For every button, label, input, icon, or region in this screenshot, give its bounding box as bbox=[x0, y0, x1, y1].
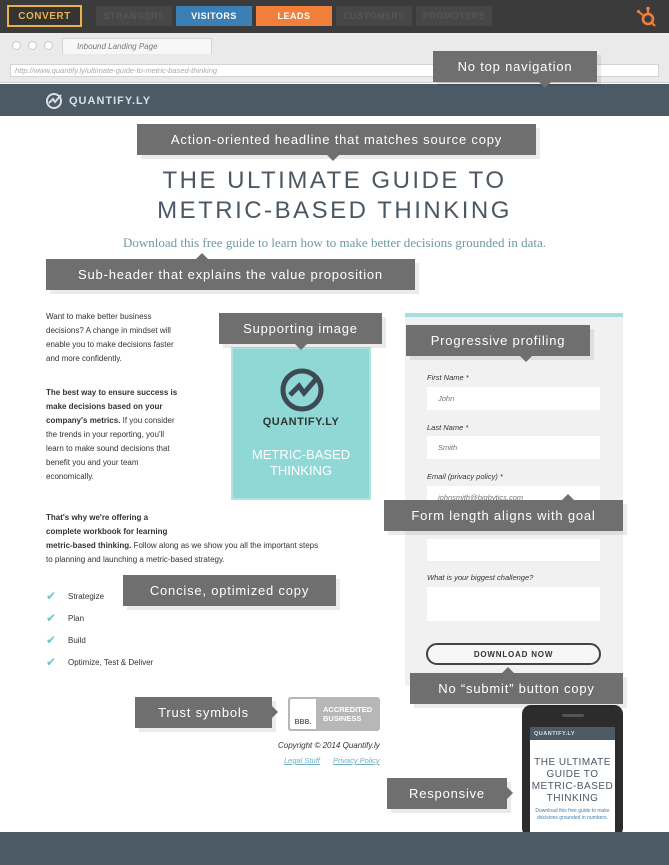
phone-subheadline: Download this free guide to make decisions grounded in numbers. bbox=[535, 808, 610, 821]
funnel-bar bbox=[0, 0, 669, 33]
product-cover-image bbox=[231, 347, 371, 500]
checkmark-icon: ✔ bbox=[46, 611, 57, 625]
annotation-headline: Action-oriented headline that matches source copy bbox=[137, 124, 536, 155]
convert-stage-button[interactable]: CONVERT bbox=[7, 5, 82, 27]
list-item: ✔ Optimize, Test & Deliver bbox=[46, 655, 154, 669]
privacy-policy-link[interactable]: Privacy Policy bbox=[333, 756, 380, 765]
window-maximize-dot[interactable] bbox=[44, 41, 53, 50]
funnel-stage-leads[interactable]: LEADS bbox=[256, 6, 332, 26]
bbb-accredited-badge bbox=[288, 697, 380, 731]
product-brand: QUANTIFY.LY bbox=[262, 416, 340, 428]
first-name-label: First Name * bbox=[427, 373, 469, 382]
copy-paragraph-3: That's why we're offering a complete workbook for learning metric-based thinking. Follow along as we show you all the important steps to planning and launching a metric-based strategy. bbox=[46, 513, 319, 564]
funnel-stage-strangers[interactable]: STRANGERS bbox=[96, 6, 172, 26]
annotation-subheader: Sub-header that explains the value proposition bbox=[46, 259, 415, 290]
list-item: ✔ Strategize bbox=[46, 589, 105, 603]
annotation-responsive: Responsive bbox=[387, 778, 507, 809]
page-headline bbox=[0, 166, 669, 226]
funnel-stage-customers[interactable]: CUSTOMERS bbox=[336, 6, 412, 26]
copyright-text: Copyright © 2014 Quantify.ly bbox=[278, 741, 380, 750]
legal-link[interactable]: Legal Stuff bbox=[284, 756, 320, 765]
bbb-badge-text: ACCREDITED BUSINESS bbox=[323, 705, 373, 723]
funnel-stage-promoters[interactable]: PROMOTERS bbox=[416, 6, 492, 26]
checkmark-icon: ✔ bbox=[46, 655, 57, 669]
mobile-phone-preview bbox=[522, 705, 623, 837]
browser-tab[interactable]: Inbound Landing Page bbox=[62, 38, 212, 54]
phone-speaker bbox=[562, 714, 584, 717]
window-minimize-dot[interactable] bbox=[28, 41, 37, 50]
headline-line-1: THE ULTIMATE GUIDE TO bbox=[162, 167, 507, 194]
hubspot-sprocket-icon bbox=[636, 6, 658, 28]
last-name-field[interactable] bbox=[427, 436, 600, 459]
url-bar[interactable]: http://www.quantify.ly/ultimate-guide-to-metric-based-thinking bbox=[10, 64, 659, 77]
phone-screen bbox=[530, 727, 615, 837]
site-footer-bar bbox=[0, 832, 669, 865]
annotation-concise-copy: Concise, optimized copy bbox=[123, 575, 336, 606]
annotation-no-top-nav: No top navigation bbox=[433, 51, 597, 82]
email-label: Email (privacy policy) * bbox=[427, 472, 503, 481]
list-item: ✔ Build bbox=[46, 633, 86, 647]
download-now-button[interactable]: DOWNLOAD NOW bbox=[426, 643, 601, 665]
copy-paragraph-2: The best way to ensure success is make decisions based on your company's metrics. If you consider the trends in your reporting, you'll learn to make sound decisions that benefit you and your team economically. bbox=[46, 388, 178, 481]
headline-line-2: METRIC-BASED THINKING bbox=[157, 197, 512, 224]
checkmark-icon: ✔ bbox=[46, 633, 57, 647]
site-logo-text: QUANTIFY.LY bbox=[69, 95, 152, 107]
first-name-field[interactable] bbox=[427, 387, 600, 410]
extra-field[interactable] bbox=[427, 539, 600, 561]
copy-paragraph-1: Want to make better business decisions? A change in mindset will enable you to make decisions faster and more confidently. bbox=[46, 312, 174, 363]
site-header bbox=[0, 84, 669, 116]
list-item: ✔ Plan bbox=[46, 611, 85, 625]
phone-headline: THE ULTIMATE GUIDE TO METRIC-BASED THINKING bbox=[531, 757, 614, 804]
quantify-logo-icon bbox=[279, 367, 325, 413]
product-title: METRIC-BASED THINKING bbox=[251, 447, 351, 478]
annotation-form-length: Form length aligns with goal bbox=[384, 500, 623, 531]
funnel-stage-visitors[interactable]: VISITORS bbox=[176, 6, 252, 26]
site-logo bbox=[45, 92, 151, 110]
phone-site-header: QUANTIFY.LY bbox=[530, 727, 615, 740]
bbb-torch-icon: BBB. bbox=[288, 697, 318, 731]
annotation-no-submit-copy: No “submit” button copy bbox=[410, 673, 623, 704]
annotation-supporting-image: Supporting image bbox=[219, 313, 382, 344]
page-subheadline: Download this free guide to learn how to make better decisions grounded in data. bbox=[122, 235, 547, 250]
checkmark-icon: ✔ bbox=[46, 589, 57, 603]
challenge-textarea[interactable] bbox=[427, 587, 600, 621]
last-name-label: Last Name * bbox=[427, 423, 469, 432]
window-close-dot[interactable] bbox=[12, 41, 21, 50]
annotation-trust-symbols: Trust symbols bbox=[135, 697, 272, 728]
quantify-logo-icon bbox=[45, 92, 63, 110]
annotation-progressive-profiling: Progressive profiling bbox=[406, 325, 590, 356]
challenge-label: What is your biggest challenge? bbox=[427, 573, 534, 582]
